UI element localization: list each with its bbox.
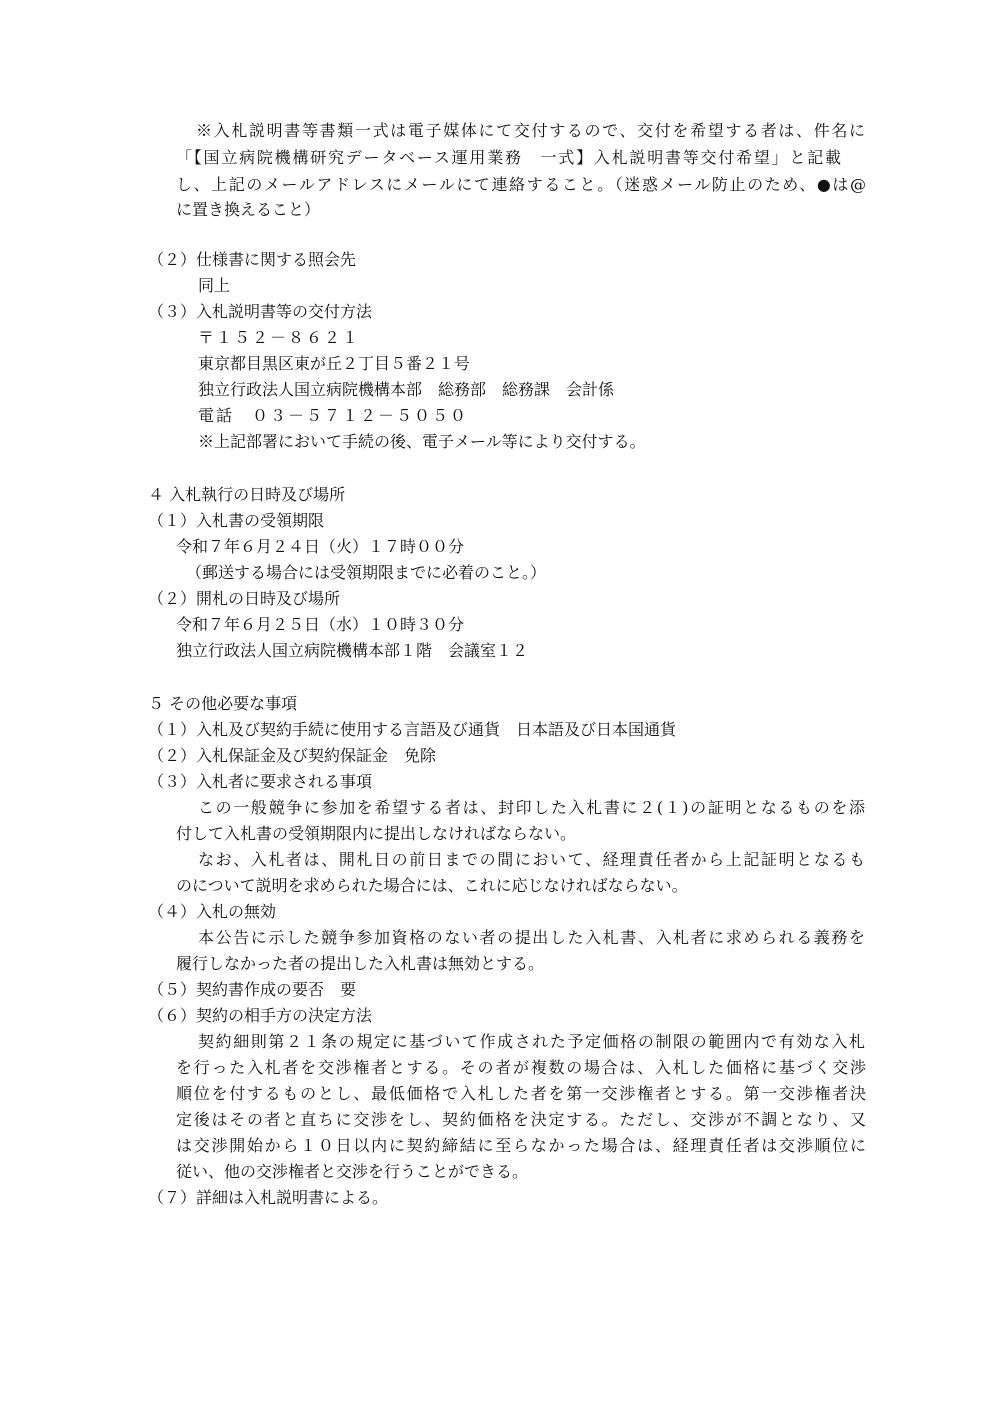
section-5-item-1: （１）入札及び契約手続に使用する言語及び通貨 日本語及び日本国通貨 xyxy=(148,720,677,739)
section-5-item-6-line-6: 従い、他の交渉権者と交渉を行うことができる。 xyxy=(176,1162,529,1181)
section-5-item-2: （２）入札保証金及び契約保証金 免除 xyxy=(148,746,437,765)
notice-line-1: ※入札説明書等書類一式は電子媒体にて交付するので、交付を希望する者は、件名に xyxy=(196,121,865,140)
section-5-heading: ５ その他必要な事項 xyxy=(148,694,298,713)
organization: 独立行政法人国立病院機構本部 総務部 総務課 会計係 xyxy=(198,380,615,399)
notice-line-3: し、上記のメールアドレスにメールにて連絡すること。（迷惑メール防止のため、●は@ xyxy=(176,175,866,194)
section-5-item-6-line-1: 契約細則第２１条の規定に基づいて作成された予定価格の制限の範囲内で有効な入札 xyxy=(198,1032,865,1051)
delivery-note: ※上記部署において手続の後、電子メール等により交付する。 xyxy=(198,432,646,451)
notice-line-4: に置き換えること） xyxy=(176,200,321,219)
section-5-item-6-heading: （６）契約の相手方の決定方法 xyxy=(148,1006,373,1025)
opening-datetime: 令和７年６月２５日（水）１０時３０分 xyxy=(176,615,465,634)
section-5-item-6-line-2: を行った入札者を交渉権者とする。その者が複数の場合は、入札した価格に基づく交渉 xyxy=(176,1058,866,1077)
section-5-item-3-para-2-line-2: のについて説明を求められた場合には、これに応じなければならない。 xyxy=(176,876,688,895)
section-5-item-3-heading: （３）入札者に要求される事項 xyxy=(148,772,373,791)
item-2-heading: （２）仕様書に関する照会先 xyxy=(148,250,357,269)
notice-line-2: 「【国立病院機構研究データベース運用業務 一式】入札説明書等交付希望」と記載 xyxy=(176,148,841,167)
section-5-item-6-line-4: 定後はその者と直ちに交渉をし、契約価格を決定する。ただし、交渉が不調となり、又 xyxy=(176,1110,866,1129)
section-4-item-1-heading: （１）入札書の受領期限 xyxy=(148,511,325,530)
section-5-item-5: （５）契約書作成の要否 要 xyxy=(148,980,357,999)
section-5-item-6-line-5: は交渉開始から１０日以内に契約締結に至らなかった場合は、経理責任者は交渉順位に xyxy=(176,1136,866,1155)
section-5-item-3-para-1-line-2: 付して入札書の受領期限内に提出しなければならない。 xyxy=(176,824,577,843)
item-2-body: 同上 xyxy=(198,276,231,295)
phone-number: 電話 ０３－５７１２－５０５０ xyxy=(198,406,469,425)
section-4-item-2-heading: （２）開札の日時及び場所 xyxy=(148,589,341,608)
section-5-item-4-line-2: 履行しなかった者の提出した入札書は無効とする。 xyxy=(176,954,545,973)
section-4-heading: ４ 入札執行の日時及び場所 xyxy=(148,485,346,504)
section-5-item-3-para-1-line-1: この一般競争に参加を希望する者は、封印した入札書に２(１)の証明となるものを添 xyxy=(198,798,865,817)
section-5-item-3-para-2-line-1: なお、入札者は、開札日の前日までの間において、経理責任者から上記証明となるも xyxy=(198,850,865,869)
mail-note: （郵送する場合には受領期限までに必着のこと。） xyxy=(186,563,547,582)
opening-place: 独立行政法人国立病院機構本部１階 会議室１２ xyxy=(176,641,529,660)
receipt-deadline: 令和７年６月２４日（火）１７時００分 xyxy=(176,537,465,556)
item-3-heading: （３）入札説明書等の交付方法 xyxy=(148,302,373,321)
section-5-item-4-heading: （４）入札の無効 xyxy=(148,902,277,921)
postal-code: 〒１５２－８６２１ xyxy=(198,328,361,347)
section-5-item-6-line-3: 順位を付するものとし、最低価格で入札した者を第一交渉権者とする。第一交渉権者決 xyxy=(176,1084,866,1103)
section-5-item-7: （７）詳細は入札説明書による。 xyxy=(148,1188,389,1207)
section-5-item-4-line-1: 本公告に示した競争参加資格のない者の提出した入札書、入札者に求められる義務を xyxy=(198,928,865,947)
address: 東京都目黒区東が丘２丁目５番２１号 xyxy=(198,354,471,373)
